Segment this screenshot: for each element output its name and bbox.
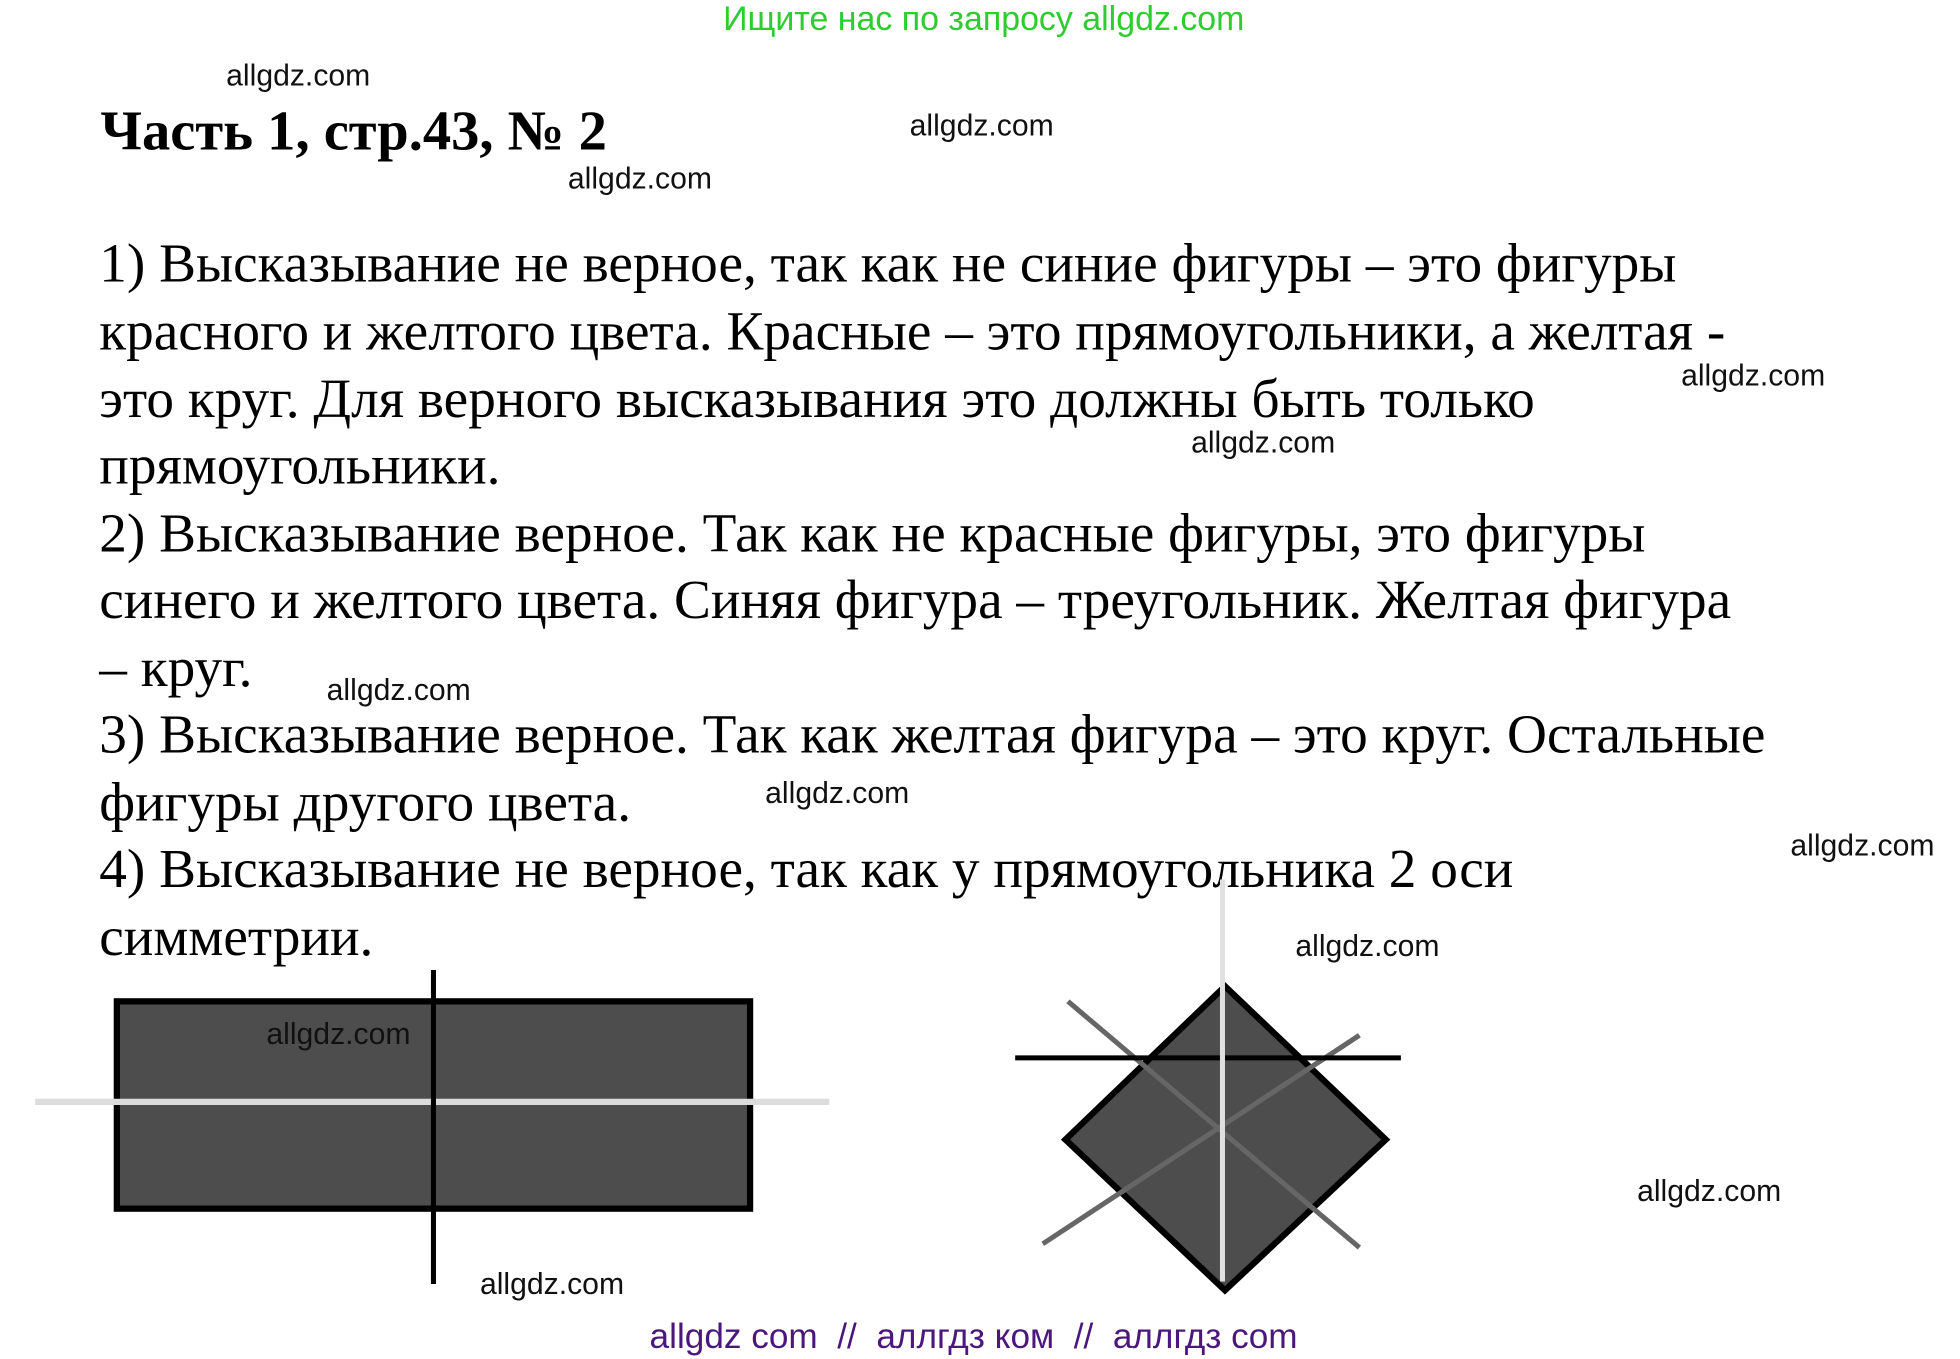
rhombus-shape [1065,986,1385,1290]
watermark: allgdz.com [1191,425,1336,460]
watermark: allgdz.com [1637,1174,1782,1209]
answer-line: 2) Высказывание верное. Так как не красные фигуры, это фигуры [99,502,1646,565]
answer-line: красного и желтого цвета. Красные – это прямоугольники, а желтая - [99,300,1726,362]
watermark: allgdz.com [909,109,1054,144]
watermark: allgdz.com [567,162,713,196]
watermark: allgdz.com [479,1267,625,1302]
watermark: allgdz.com [765,776,910,811]
watermark: allgdz.com [1295,929,1440,964]
answer-line: 1) Высказывание не верное, так как не синие фигуры – это фигуры [99,232,1677,294]
answer-line: 4) Высказывание не верное, так как у прямоугольника 2 оси [99,838,1514,900]
watermark: allgdz.com [1790,829,1935,864]
page-title: Часть 1, стр.43, № 2 [100,99,607,163]
answer-line: прямоугольники. [99,434,501,497]
footer-watermark: allgdz com // аллгдз ком // аллгдз com [649,1316,1298,1356]
watermark: allgdz.com [1681,359,1826,394]
watermark: allgdz.com [266,1017,411,1052]
answer-line: это круг. Для верного высказывания это должны быть только [99,368,1535,430]
answer-line: симметрии. [99,905,374,968]
answer-line: фигуры другого цвета. [99,771,632,833]
watermark: allgdz.com [226,59,371,93]
answer-line: – круг. [99,636,253,699]
answer-line: синего и желтого цвета. Синяя фигура – треугольник. Желтая фигура [99,569,1732,631]
answer-line: 3) Высказывание верное. Так как желтая фигура – это круг. Остальные [99,703,1766,766]
search-banner: Ищите нас по запросу allgdz.com [723,0,1245,38]
watermark: allgdz.com [326,673,471,708]
